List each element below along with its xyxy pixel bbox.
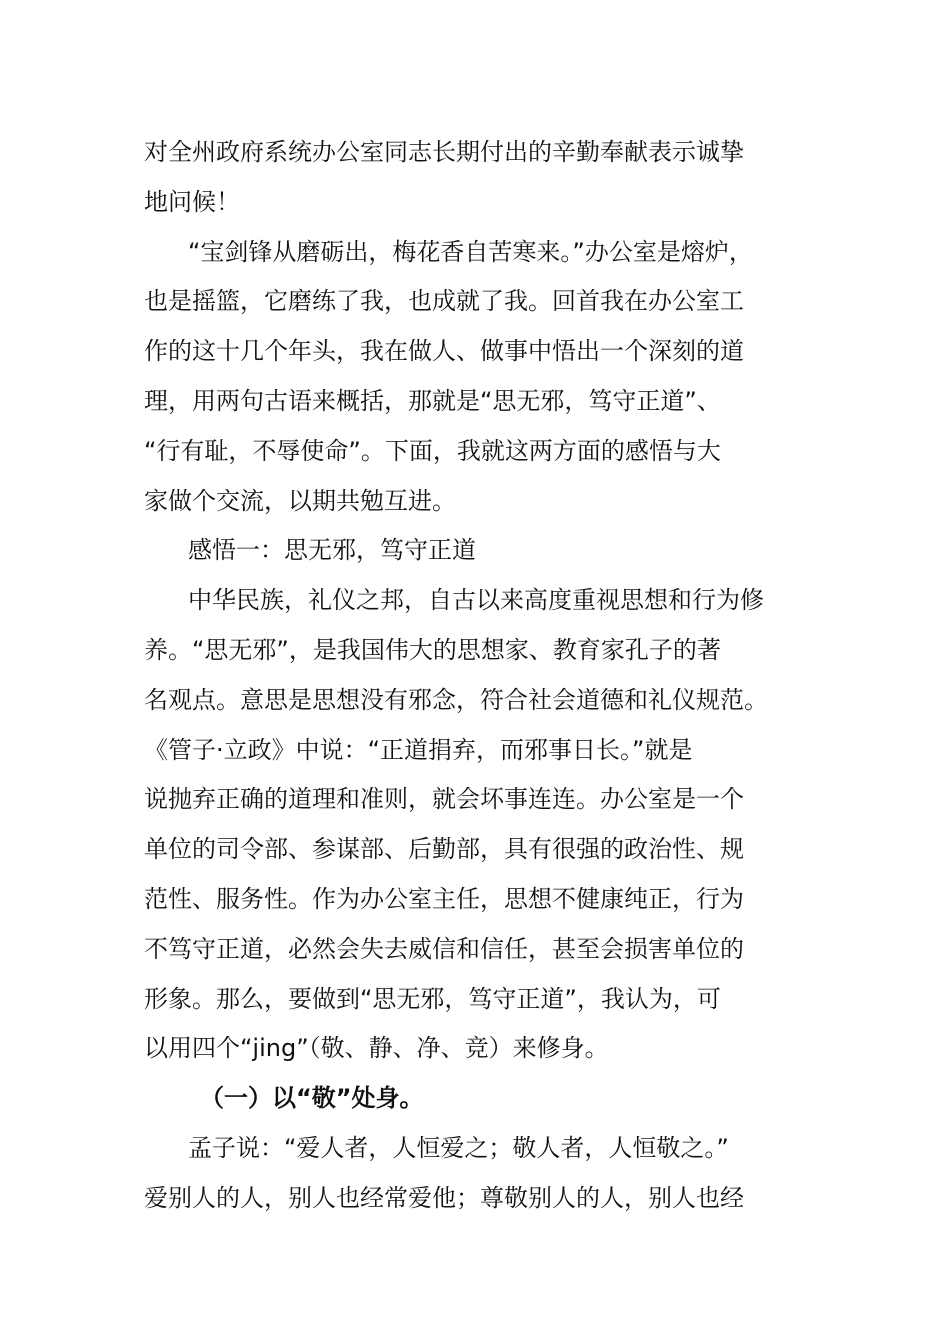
paragraph-line: 不笃守正道，必然会失去威信和信任，甚至会损害单位的 [144,934,744,963]
paragraph-line: 爱别人的人，别人也经常爱他；尊敬别人的人，别人也经 [144,1183,744,1212]
paragraph-line: 名观点。意思是思想没有邪念，符合社会道德和礼仪规范。 [144,685,768,714]
paragraph-line: 作的这十几个年头，我在做人、做事中悟出一个深刻的道 [144,337,744,366]
section-title: 感悟一：思无邪，笃守正道 [188,536,476,565]
document-body [144,128,824,1224]
paragraph-line: 孟子说：“爱人者，人恒爱之；敬人者，人恒敬之。” [188,1133,729,1162]
paragraph-line: 中华民族，礼仪之邦，自古以来高度重视思想和行为修 [188,586,764,615]
paragraph-line: 形象。那么，要做到“思无邪，笃守正道”，我认为，可 [144,984,721,1013]
paragraph-line: “行有耻，不辱使命”。下面，我就这两方面的感悟与大 [144,436,721,465]
paragraph-line: 对全州政府系统办公室同志长期付出的辛勤奉献表示诚挚 [144,138,744,166]
paragraph-line: 说抛弃正确的道理和准则，就会坏事连连。办公室是一个 [144,785,744,814]
paragraph-line: 也是摇篮，它磨练了我，也成就了我。回首我在办公室工 [144,287,744,316]
paragraph-line: 理，用两句古语来概括，那就是“思无邪，笃守正道”、 [144,386,721,415]
paragraph-line: 《管子·立政》中说：“正道捐弃，而邪事日长。”就是 [144,735,693,764]
paragraph-line: 地问候！ [144,187,240,216]
subsection-heading: （一）以“敬”处身。 [200,1084,424,1113]
paragraph-line: 单位的司令部、参谋部、后勤部，具有很强的政治性、规 [144,835,744,864]
paragraph-line: 范性、服务性。作为办公室主任，思想不健康纯正，行为 [144,884,744,913]
paragraph-line: 家做个交流，以期共勉互进。 [144,486,456,515]
paragraph-line: “宝剑锋从磨砺出，梅花香自苦寒来。”办公室是熔炉， [188,237,753,266]
paragraph-line: 以用四个“jing”（敬、静、净、竞）来修身。 [144,1034,609,1063]
paragraph-line: 养。“思无邪”，是我国伟大的思想家、教育家孔子的著 [144,635,721,664]
